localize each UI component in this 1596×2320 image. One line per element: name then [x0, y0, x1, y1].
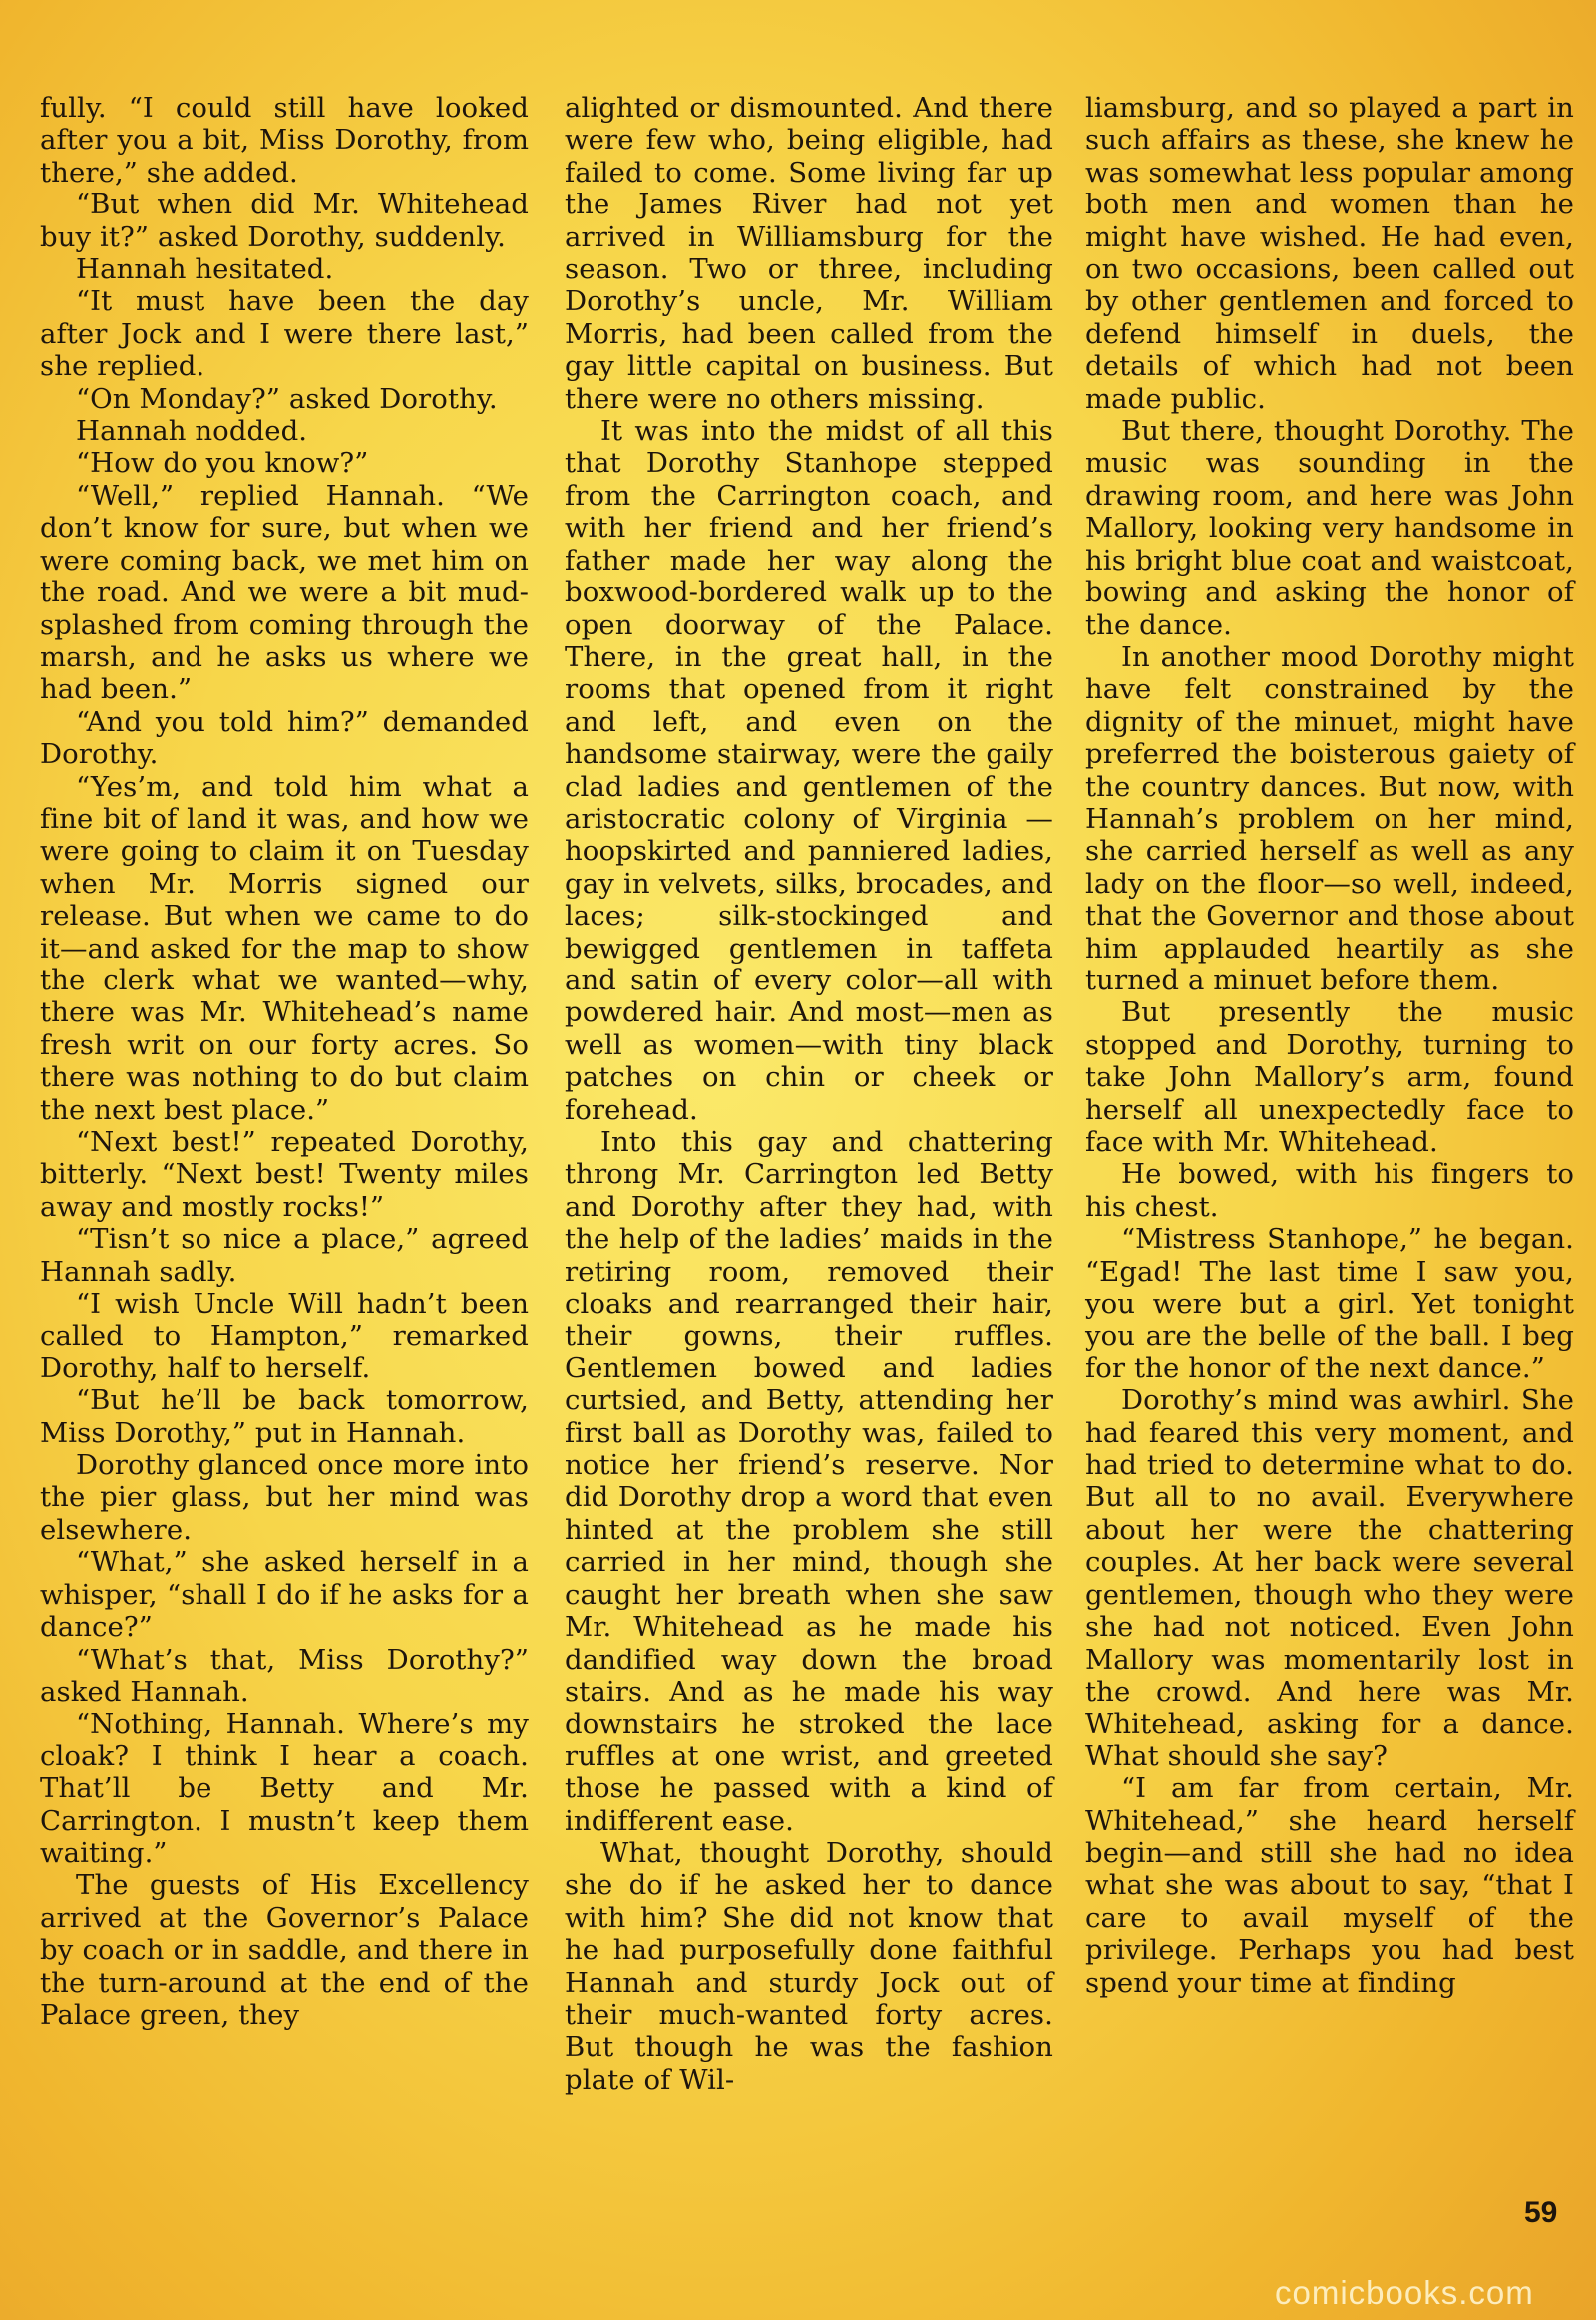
text-column-2	[565, 92, 1053, 2096]
paragraph: “But when did Mr. Whitehead buy it?” asked Dorothy, suddenly.	[40, 189, 529, 253]
paragraph: Dorothy’s mind was awhirl. She had feared this very moment, and had tried to determine what to do. But all to no avail. Everywhere about her were the chattering couples. At her back were several gentlemen, though who they were she had not noticed. Even John Mallory was momentarily lost in the crowd. And here was Mr. Whitehead, asking for a dance. What should she say?	[1085, 1384, 1574, 1772]
paragraph: But presently the music stopped and Dorothy, turning to take John Mallory’s arm, found herself all unexpectedly face to face with Mr. Whitehead.	[1085, 996, 1574, 1158]
paragraph: “Tisn’t so nice a place,” agreed Hannah sadly.	[40, 1223, 529, 1288]
paragraph: fully. “I could still have looked after you a bit, Miss Dorothy, from there,” she added.	[40, 92, 529, 189]
paragraph: alighted or dismounted. And there were few who, being eligible, had failed to come. Some living far up the James River had not yet arrived in Williamsburg for the season. Two or three, including Dorothy’s uncle, Mr. William Morris, had been called from the gay little capital on business. But there were no others missing.	[565, 92, 1053, 415]
text-column-1	[40, 92, 529, 2031]
paragraph: The guests of His Excellency arrived at the Governor’s Palace by coach or in saddle, and there in the turn-around at the end of the Palace green, they	[40, 1869, 529, 2031]
paragraph: Hannah nodded.	[76, 415, 308, 448]
paragraph: “Yes’m, and told him what a fine bit of land it was, and how we were going to claim it on Tuesday when Mr. Morris signed our release. But when we came to do it—and asked for the map to show the clerk what we wanted—why, there was Mr. Whitehead’s name fresh writ on our forty acres. So there was nothing to do but claim the next best place.”	[40, 770, 529, 1126]
paragraph: “Well,” replied Hannah. “We don’t know for sure, but when we were coming back, we met him on the road. And we were a bit mud-splashed from coming through the marsh, and he asks us where we had been.”	[40, 479, 529, 706]
paragraph: “Mistress Stanhope,” he began. “Egad! The last time I saw you, you were but a girl. Yet tonight you are the belle of the ball. I beg for the honor of the next dance.”	[1085, 1223, 1574, 1384]
paragraph: “Next best!” repeated Dorothy, bitterly. “Next best! Twenty miles away and mostly rocks!”	[40, 1126, 529, 1223]
paragraph: “What’s that, Miss Dorothy?” asked Hannah.	[40, 1643, 529, 1708]
paragraph: “I am far from certain, Mr. Whitehead,” she heard herself begin—and still she had no idea what she was about to say, “that I care to avail myself of the privilege. Perhaps you had best spend your time at finding	[1085, 1772, 1574, 1999]
paragraph: Into this gay and chattering throng Mr. Carrington led Betty and Dorothy after they had, with the help of the ladies’ maids in the retiring room, removed their cloaks and rearranged their hair, their gowns, their ruffles. Gentlemen bowed and ladies curtsied, and Betty, attending her first ball as Dorothy was, failed to notice her friend’s reserve. Nor did Dorothy drop a word that even hinted at the problem she still carried in her mind, though she caught her breath when she saw Mr. Whitehead as he made his dandified way down the broad stairs. And as he made his way downstairs he stroked the lace ruffles at one wrist, and greeted those he passed with a kind of indifferent ease.	[565, 1126, 1053, 1837]
paragraph: “What,” she asked herself in a whisper, “shall I do if he asks for a dance?”	[40, 1546, 529, 1644]
paragraph: Hannah hesitated.	[76, 253, 334, 286]
paragraph: “How do you know?”	[76, 447, 369, 480]
paragraph: He bowed, with his fingers to his chest.	[1085, 1158, 1574, 1223]
paragraph: “It must have been the day after Jock and I were there last,” she replied.	[40, 285, 529, 383]
paragraph: Dorothy glanced once more into the pier glass, but her mind was elsewhere.	[40, 1449, 529, 1546]
paragraph: liamsburg, and so played a part in such affairs as these, she knew he was somewhat less popular among both men and women than he might have wished. He had even, on two occasions, been called out by other gentlemen and forced to defend himself in duels, the details of which had not been made public.	[1085, 92, 1574, 415]
paragraph: “Nothing, Hannah. Where’s my cloak? I think I hear a coach. That’ll be Betty and Mr. Carrington. I mustn’t keep them waiting.”	[40, 1708, 529, 1869]
text-column-3	[1085, 92, 1574, 1999]
paragraph: But there, thought Dorothy. The music was sounding in the drawing room, and here was John Mallory, looking very handsome in his bright blue coat and waistcoat, bowing and asking the honor of the dance.	[1085, 415, 1574, 641]
paragraph: In another mood Dorothy might have felt constrained by the dignity of the minuet, might have preferred the boisterous gaiety of the country dances. But now, with Hannah’s problem on her mind, she carried herself as well as any lady on the floor—so well, indeed, that the Governor and those about him applauded heartily as she turned a minuet before them.	[1085, 640, 1574, 996]
paragraph: What, thought Dorothy, should she do if he asked her to dance with him? She did not know that he had purposefully done faithful Hannah and sturdy Jock out of their much-wanted forty acres. But though he was the fashion plate of Wil-	[565, 1836, 1053, 2096]
paragraph: “I wish Uncle Will hadn’t been called to Hampton,” remarked Dorothy, half to herself.	[40, 1288, 529, 1384]
page-number: 59	[1524, 2196, 1558, 2229]
source-watermark: comicbooks.com	[1275, 2274, 1534, 2311]
article-page	[40, 92, 1574, 2246]
paragraph: “But he’ll be back tomorrow, Miss Dorothy,” put in Hannah.	[40, 1384, 529, 1449]
paragraph: It was into the midst of all this that Dorothy Stanhope stepped from the Carrington coach, and with her friend and her friend’s father made her way along the boxwood-bordered walk up to the open doorway of the Palace. There, in the great hall, in the rooms that opened from it right and left, and even on the handsome stairway, were the gaily clad ladies and gentlemen of the aristocratic colony of Virginia —hoopskirted and panniered ladies, gay in velvets, silks, brocades, and laces; silk-stockinged and bewigged gentlemen in taffeta and satin of every color—all with powdered hair. And most—men as well as women—with tiny black patches on chin or cheek or forehead.	[565, 415, 1053, 1126]
paragraph: “On Monday?” asked Dorothy.	[76, 382, 498, 415]
paragraph: “And you told him?” demanded Dorothy.	[40, 705, 529, 771]
